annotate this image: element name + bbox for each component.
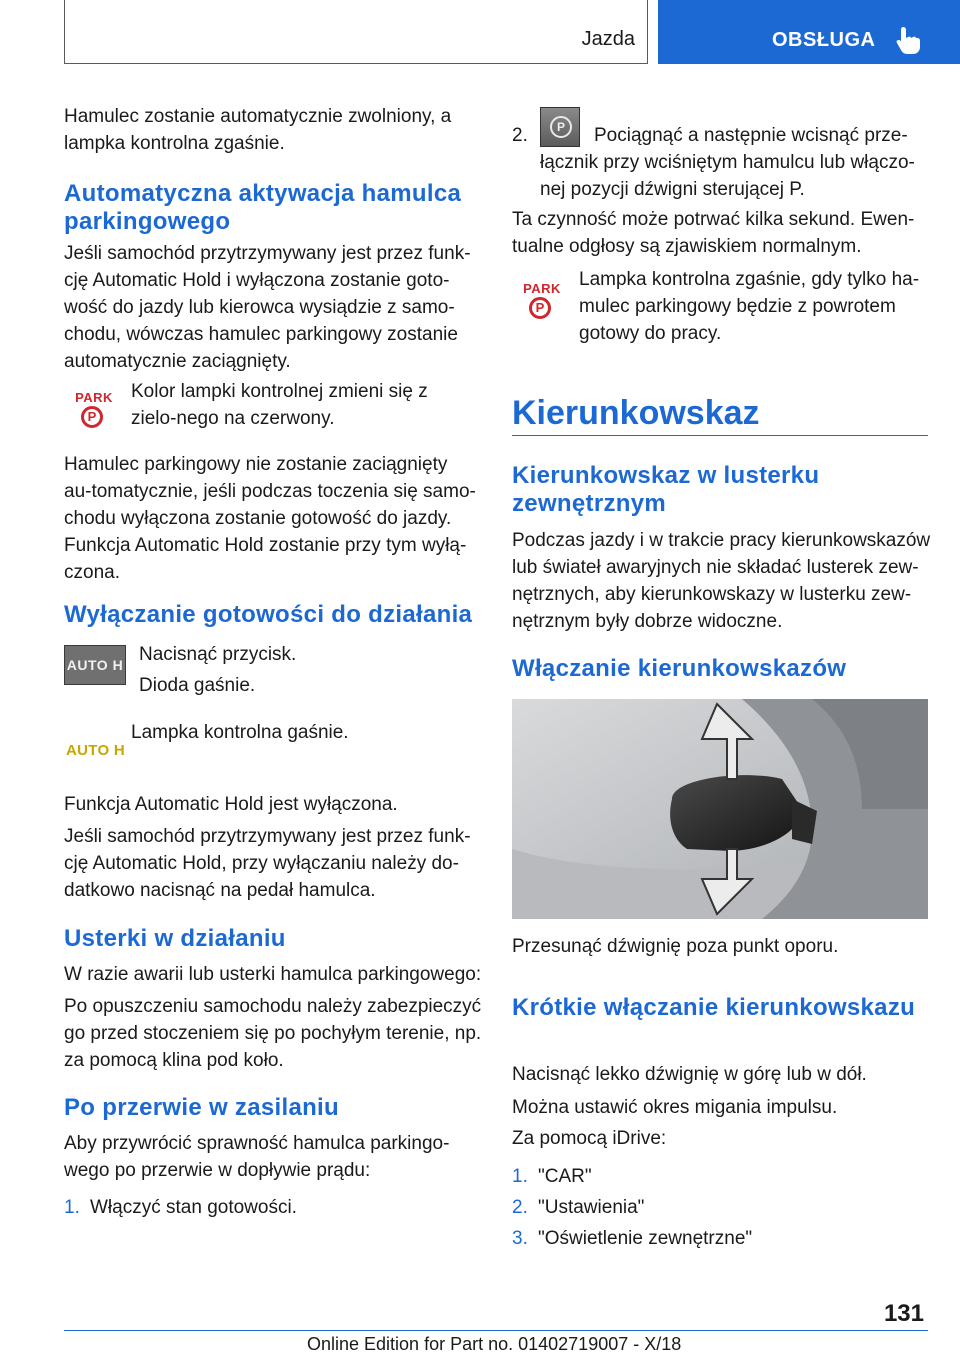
heading-mirror-signal: Kierunkowskaz w lusterku zewnętrznym (512, 462, 820, 517)
list-text: Włączyć stan gotowości. (90, 1197, 297, 1218)
paragraph-mirror: Podczas jazdy i w trakcie pracy kierunkowskazów lub świateł awaryjnych nie składać lusterek zew-nętrznych, aby kierunkowskazy w lusterku zew-nętrznym były dobrze widoczne. (512, 530, 931, 632)
paragraph-idrive: Za pomocą iDrive: (512, 1128, 667, 1149)
footer-edition: Online Edition for Part no. 01402719007 - X/18 (307, 1334, 682, 1354)
park-lamp-icon: PARK P (72, 390, 116, 436)
footer-rule (64, 1330, 928, 1331)
list-item (512, 1194, 928, 1221)
auto-hold-button-icon: AUTO H (64, 645, 126, 685)
list-number: 2. (512, 1197, 528, 1218)
paragraph-led-off: Dioda gaśnie. (139, 675, 256, 696)
paragraph-restore: Aby przywrócić sprawność hamulca parkingo-wego po przerwie w dopływie prądu: (64, 1133, 450, 1181)
paragraph-step2: Pociągnąć a następnie wcisnąć prze-łącznik przy wciśniętym hamulcu lub włączo-nej pozycji dźwigni sterującej P. (540, 125, 915, 200)
heading-short-signal: Krótkie włączanie kierunkowskazu (512, 994, 916, 1021)
figure-caption: Przesunąć dźwignię poza punkt oporu. (512, 936, 839, 957)
paragraph-secure-vehicle: Po opuszczeniu samochodu należy zabezpieczyć go przed stoczeniem się po pochyłym terenie, np. za pomocą klina pod koło. (64, 996, 482, 1071)
parking-brake-switch-icon: P (540, 107, 580, 147)
auto-hold-lamp-icon: AUTO H (66, 742, 126, 759)
list-number: 2. (512, 125, 528, 146)
heading-rule (512, 435, 928, 436)
page-number: 131 (883, 1300, 924, 1327)
list-text: "Oświetlenie zewnętrzne" (538, 1228, 753, 1249)
paragraph-lamp-ready: Lampka kontrolna zgaśnie, gdy tylko ha-mulec parkingowy będzie z powrotem gotowy do pracy. (579, 269, 920, 344)
list-item (64, 1194, 478, 1221)
list-text: "Ustawienia" (538, 1197, 645, 1218)
paragraph-release: Hamulec zostanie automatycznie zwolniony, a lampka kontrolna zgaśnie. (64, 106, 452, 154)
list-number: 3. (512, 1228, 528, 1249)
paragraph-lamp-off: Lampka kontrolna gaśnie. (131, 722, 349, 743)
paragraph-hold-off: Funkcja Automatic Hold jest wyłączona. (64, 794, 398, 815)
section-title: Jazda (581, 28, 635, 50)
list-text: "CAR" (538, 1166, 592, 1187)
header-section-box (64, 0, 648, 64)
paragraph-set-duration: Można ustawić okres migania impulsu. (512, 1097, 838, 1118)
list-number: 1. (64, 1197, 80, 1218)
chapter-title: OBSŁUGA (772, 29, 876, 51)
header-chapter-tab (658, 0, 960, 64)
park-lamp-icon: PARK P (520, 281, 564, 327)
paragraph-duration: Ta czynność może potrwać kilka sekund. Ewen-tualne odgłosy są zjawiskiem normalnym. (512, 209, 915, 257)
paragraph-not-applied: Hamulec parkingowy nie zostanie zaciągnięty au-tomatycznie, jeśli podczas toczenia się samo-chodu wyłączona zostanie gotowość do jazdy. Funkcja Automatic Hold zostanie przy tym wyłą-czona. (64, 454, 476, 583)
list-number: 1. (512, 1166, 528, 1187)
paragraph-brake-pedal: Jeśli samochód przytrzymywany jest przez funk-cję Automatic Hold, przy wyłączaniu należy do-datkowo nacisnąć na pedał hamulca. (64, 826, 471, 901)
list-item (512, 1163, 928, 1190)
heading-switch-off: Wyłączanie gotowości do działania (64, 601, 473, 628)
heading-auto-activation: Automatyczna aktywacja hamulca parkingowego (64, 180, 462, 235)
hand-pointer-icon (894, 25, 922, 55)
heading-turn-signal: Kierunkowskaz (512, 394, 760, 432)
paragraph-auto-activation: Jeśli samochód przytrzymywany jest przez funk-cję Automatic Hold i wyłączona zostanie goto-wość do jazdy lub kierowca wysiądzie z samo-chodu, wówczas hamulec parkingowy zostanie automatycznie zaciągnięty. (64, 243, 471, 372)
heading-turn-on: Włączanie kierunkowskazów (512, 655, 847, 682)
heading-power-loss: Po przerwie w zasilaniu (64, 1094, 339, 1121)
paragraph-press-button: Nacisnąć przycisk. (139, 644, 297, 665)
list-item (512, 1225, 928, 1252)
paragraph-fault: W razie awarii lub usterki hamulca parkingowego: (64, 964, 482, 985)
paragraph-lamp-color: Kolor lampki kontrolnej zmieni się z zielo-nego na czerwony. (131, 381, 428, 429)
heading-faults: Usterki w działaniu (64, 925, 286, 952)
turn-signal-lever-illustration (512, 699, 928, 919)
paragraph-press-lightly: Nacisnąć lekko dźwignię w górę lub w dół. (512, 1064, 867, 1085)
